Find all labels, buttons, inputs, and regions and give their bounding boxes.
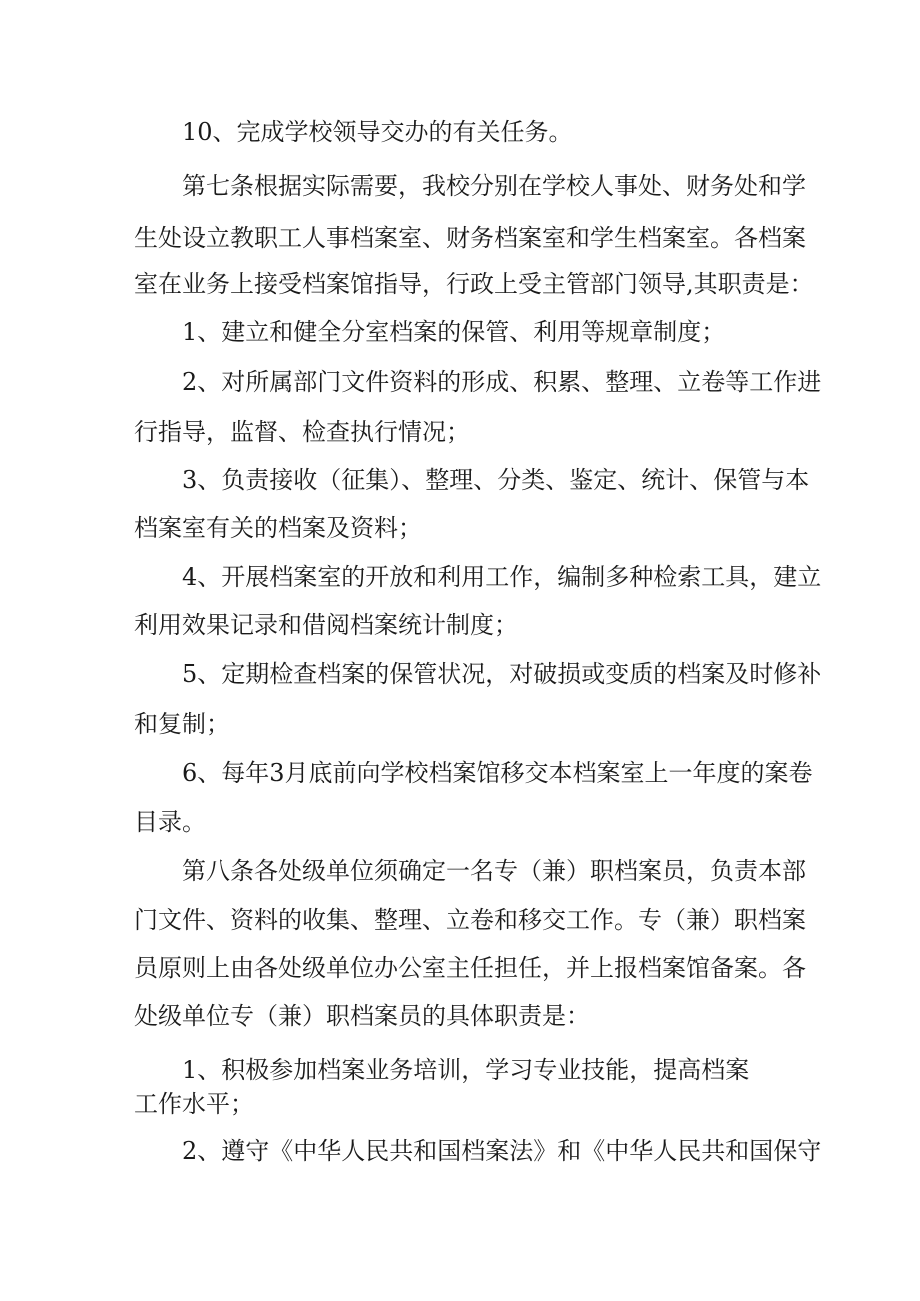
- text-line: 和复制；: [134, 710, 230, 738]
- text-line: 员原则上由各处级单位办公室主任担任，并上报档案馆备案。各: [134, 954, 806, 982]
- text-line: 2、遵守《中华人民共和国档案法》和《中华人民共和国保守: [182, 1137, 822, 1165]
- text-line: 第七条根据实际需要，我校分别在学校人事处、财务处和学: [182, 172, 806, 200]
- text-line: 利用效果记录和借阅档案统计制度；: [134, 611, 518, 639]
- text-line: 行指导，监督、检查执行情况；: [134, 418, 470, 446]
- text-line: 5、定期检查档案的保管状况，对破损或变质的档案及时修补: [182, 660, 822, 688]
- text-line: 室在业务上接受档案馆指导，行政上受主管部门领导,其职责是：: [134, 270, 814, 298]
- text-line: 生处设立教职工人事档案室、财务档案室和学生档案室。各档案: [134, 224, 806, 252]
- text-line: 6、每年3月底前向学校档案馆移交本档案室上一年度的案卷: [182, 759, 813, 787]
- text-line: 门文件、资料的收集、整理、立卷和移交工作。专（兼）职档案: [134, 906, 806, 934]
- text-line: 处级单位专（兼）职档案员的具体职责是：: [134, 1002, 590, 1030]
- text-line: 10、完成学校领导交办的有关任务。: [182, 118, 573, 146]
- text-line: 1、建立和健全分室档案的保管、利用等规章制度；: [182, 318, 726, 346]
- text-line: 档案室有关的档案及资料；: [134, 514, 422, 542]
- text-line: 2、对所属部门文件资料的形成、积累、整理、立卷等工作进: [182, 368, 822, 396]
- text-line: 工作水平；: [134, 1090, 254, 1118]
- text-line: 1、积极参加档案业务培训，学习专业技能，提高档案: [182, 1056, 750, 1084]
- text-line: 目录。: [134, 808, 206, 836]
- text-line: 3、负责接收（征集）、整理、分类、鉴定、统计、保管与本: [182, 466, 810, 494]
- text-line: 第八条各处级单位须确定一名专（兼）职档案员，负责本部: [182, 857, 806, 885]
- text-line: 4、开展档案室的开放和利用工作，编制多种检索工具，建立: [182, 563, 822, 591]
